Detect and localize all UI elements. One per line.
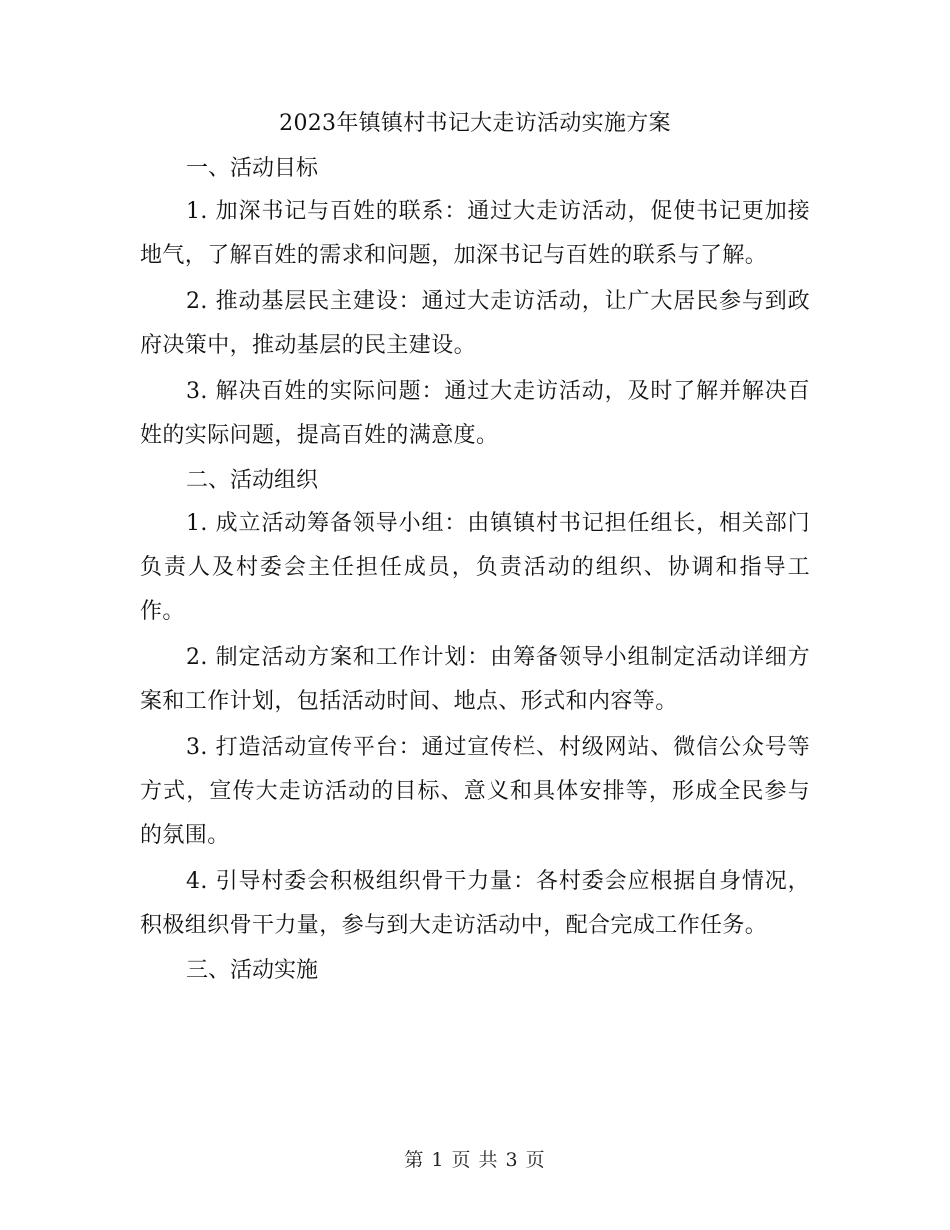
document-body [140, 102, 810, 992]
paragraph: 3. 解决百姓的实际问题：通过大走访活动，及时了解并解决百姓的实际问题，提高百姓的满意度。 [140, 379, 810, 448]
section-heading-organization: 二、活动组织 [186, 468, 319, 493]
section-heading-goals: 一、活动目标 [186, 156, 319, 181]
section-heading-implementation: 三、活动实施 [186, 958, 319, 983]
paragraph: 2. 制定活动方案和工作计划：由筹备领导小组制定活动详细方案和工作计划，包括活动时间、地点、形式和内容等。 [140, 645, 810, 714]
paragraph: 1. 加深书记与百姓的联系：通过大走访活动，促使书记更加接地气，了解百姓的需求和问题，加深书记与百姓的联系与了解。 [140, 199, 810, 268]
paragraph: 4. 引导村委会积极组织骨干力量：各村委会应根据自身情况，积极组织骨干力量，参与到大走访活动中，配合完成工作任务。 [140, 869, 810, 938]
page-number-footer: 第 1 页 共 3 页 [404, 1149, 546, 1171]
document-title: 2023年镇镇村书记大走访活动实施方案 [279, 111, 671, 136]
paragraph: 3. 打造活动宣传平台：通过宣传栏、村级网站、微信公众号等方式，宣传大走访活动的目标、意义和具体安排等，形成全民参与的氛围。 [140, 735, 810, 848]
paragraph: 2. 推动基层民主建设：通过大走访活动，让广大居民参与到政府决策中，推动基层的民主建设。 [140, 289, 810, 358]
paragraph: 1. 成立活动筹备领导小组：由镇镇村书记担任组长，相关部门负责人及村委会主任担任成员，负责活动的组织、协调和指导工作。 [140, 511, 810, 624]
